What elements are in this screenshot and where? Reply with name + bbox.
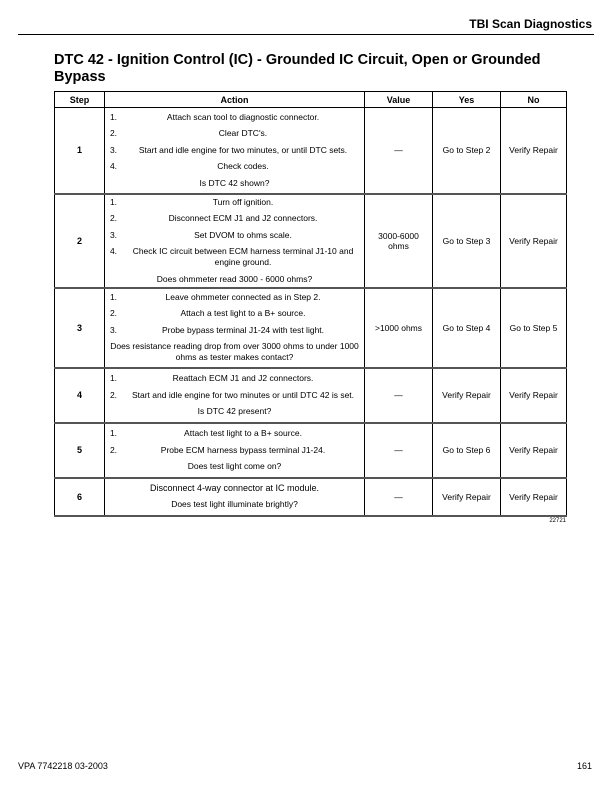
- action-item-number: 3.: [109, 144, 118, 155]
- action-item-text: Leave ohmmeter connected as in Step 2.: [165, 291, 321, 302]
- value-cell: —: [365, 368, 433, 423]
- action-item-number: 2.: [109, 128, 118, 139]
- yes-cell: Go to Step 2: [433, 108, 501, 194]
- action-item-text: Attach a test light to a B+ source.: [180, 308, 306, 319]
- section-title: TBI Scan Diagnostics: [469, 17, 592, 31]
- table-row: [55, 478, 567, 516]
- action-item-number: 2.: [109, 308, 118, 319]
- action-item: [105, 390, 364, 401]
- action-list: [105, 112, 364, 173]
- header-rule: [18, 34, 594, 35]
- action-question: Is DTC 42 shown?: [199, 177, 270, 188]
- action-item-text: Reattach ECM J1 and J2 connectors.: [172, 373, 314, 383]
- yes-cell: Verify Repair: [433, 368, 501, 423]
- action-item-text: Turn off ignition.: [212, 196, 274, 207]
- footer-doc-ref: VPA 7742218 03-2003: [18, 761, 108, 771]
- no-cell: Verify Repair: [501, 368, 567, 423]
- action-item: [105, 112, 364, 123]
- action-cell: [105, 423, 365, 478]
- action-question: Does test light come on?: [187, 461, 282, 471]
- action-question: Does resistance reading drop from over 3000 ohms to under 1000 ohms as tester makes contact?: [110, 341, 359, 363]
- table-row: [55, 423, 567, 478]
- action-item-number: 1.: [109, 196, 118, 207]
- value-cell: —: [365, 478, 433, 516]
- action-item-text: Start and idle engine for two minutes or until DTC 42 is set.: [131, 389, 355, 400]
- yes-cell: Go to Step 3: [433, 194, 501, 288]
- action-item-text: Attach test light to a B+ source.: [184, 428, 302, 438]
- column-header-step: Step: [55, 92, 105, 108]
- column-header-no: No: [501, 92, 567, 108]
- no-cell: Verify Repair: [501, 478, 567, 516]
- action-item-number: 1.: [109, 291, 118, 302]
- action-question: Is DTC 42 present?: [197, 406, 272, 416]
- figure-code: 22721: [549, 518, 566, 524]
- action-question: Does test light illuminate brightly?: [171, 499, 298, 509]
- action-list: [105, 197, 364, 269]
- action-list: [105, 373, 364, 401]
- yes-cell: Go to Step 4: [433, 288, 501, 368]
- action-item: [105, 128, 364, 139]
- action-item-number: 4.: [109, 246, 118, 256]
- action-item: [105, 213, 364, 224]
- action-item-text: Set DVOM to ohms scale.: [194, 229, 292, 240]
- action-item-number: 2.: [109, 444, 118, 455]
- yes-cell: Go to Step 6: [433, 423, 501, 478]
- no-cell: Verify Repair: [501, 423, 567, 478]
- no-cell: Go to Step 5: [501, 288, 567, 368]
- action-cell: [105, 288, 365, 368]
- column-header-value: Value: [365, 92, 433, 108]
- no-cell: Verify Repair: [501, 108, 567, 194]
- step-number: 6: [55, 478, 105, 516]
- action-list: [105, 428, 364, 456]
- table-row: [55, 288, 567, 368]
- table-row: [55, 108, 567, 194]
- action-question: Does ohmmeter read 3000 - 6000 ohms?: [156, 273, 313, 284]
- action-item-text: Probe bypass terminal J1-24 with test light.: [161, 324, 325, 335]
- step-number: 1: [55, 108, 105, 194]
- table-header-row: [55, 92, 567, 108]
- action-item-text: Attach scan tool to diagnostic connector.: [166, 111, 320, 122]
- action-item-text: Probe ECM harness bypass terminal J1-24.: [160, 444, 326, 455]
- step-number: 5: [55, 423, 105, 478]
- column-header-yes: Yes: [433, 92, 501, 108]
- value-cell: —: [365, 423, 433, 478]
- action-item: [105, 145, 364, 156]
- action-item: [105, 428, 364, 439]
- table-row: [55, 194, 567, 288]
- action-item: [105, 373, 364, 384]
- action-text: Disconnect 4-way connector at IC module.: [149, 483, 320, 493]
- table-row: [55, 368, 567, 423]
- action-item-number: 3.: [109, 324, 118, 335]
- step-number: 4: [55, 368, 105, 423]
- action-item-number: 3.: [109, 229, 118, 240]
- action-item: [105, 308, 364, 319]
- action-list: [105, 292, 364, 336]
- action-item-text: Start and idle engine for two minutes, or until DTC sets.: [138, 144, 348, 155]
- action-item: [105, 246, 364, 268]
- action-item-number: 1.: [109, 111, 118, 122]
- value-cell: —: [365, 108, 433, 194]
- yes-cell: Verify Repair: [433, 478, 501, 516]
- diagnostic-table: [54, 91, 567, 517]
- action-cell: [105, 108, 365, 194]
- action-item-text: Check codes.: [217, 161, 269, 172]
- action-item-text: Check IC circuit between ECM harness terminal J1-10 and engine ground.: [132, 246, 354, 267]
- value-cell: >1000 ohms: [365, 288, 433, 368]
- table-body: [55, 108, 567, 516]
- action-item-number: 2.: [109, 213, 118, 223]
- action-cell: [105, 368, 365, 423]
- action-item-number: 4.: [109, 161, 118, 172]
- action-item: [105, 445, 364, 456]
- action-item-number: 2.: [109, 389, 118, 400]
- action-cell: [105, 194, 365, 288]
- action-item: [105, 292, 364, 303]
- value-cell: 3000-6000 ohms: [365, 194, 433, 288]
- step-number: 3: [55, 288, 105, 368]
- action-item-text: Clear DTC's.: [218, 128, 268, 139]
- footer-page-number: 161: [576, 761, 592, 771]
- no-cell: Verify Repair: [501, 194, 567, 288]
- step-number: 2: [55, 194, 105, 288]
- action-item: [105, 230, 364, 241]
- action-item-number: 1.: [109, 373, 118, 383]
- column-header-action: Action: [105, 92, 365, 108]
- page-title: DTC 42 - Ignition Control (IC) - Grounded IC Circuit, Open or Grounded Bypass: [54, 52, 541, 85]
- action-item: [105, 161, 364, 172]
- action-item: [105, 325, 364, 336]
- action-item-text: Disconnect ECM J1 and J2 connectors.: [168, 213, 318, 223]
- action-item: [105, 197, 364, 208]
- action-cell: [105, 478, 365, 516]
- action-item-number: 1.: [109, 428, 118, 438]
